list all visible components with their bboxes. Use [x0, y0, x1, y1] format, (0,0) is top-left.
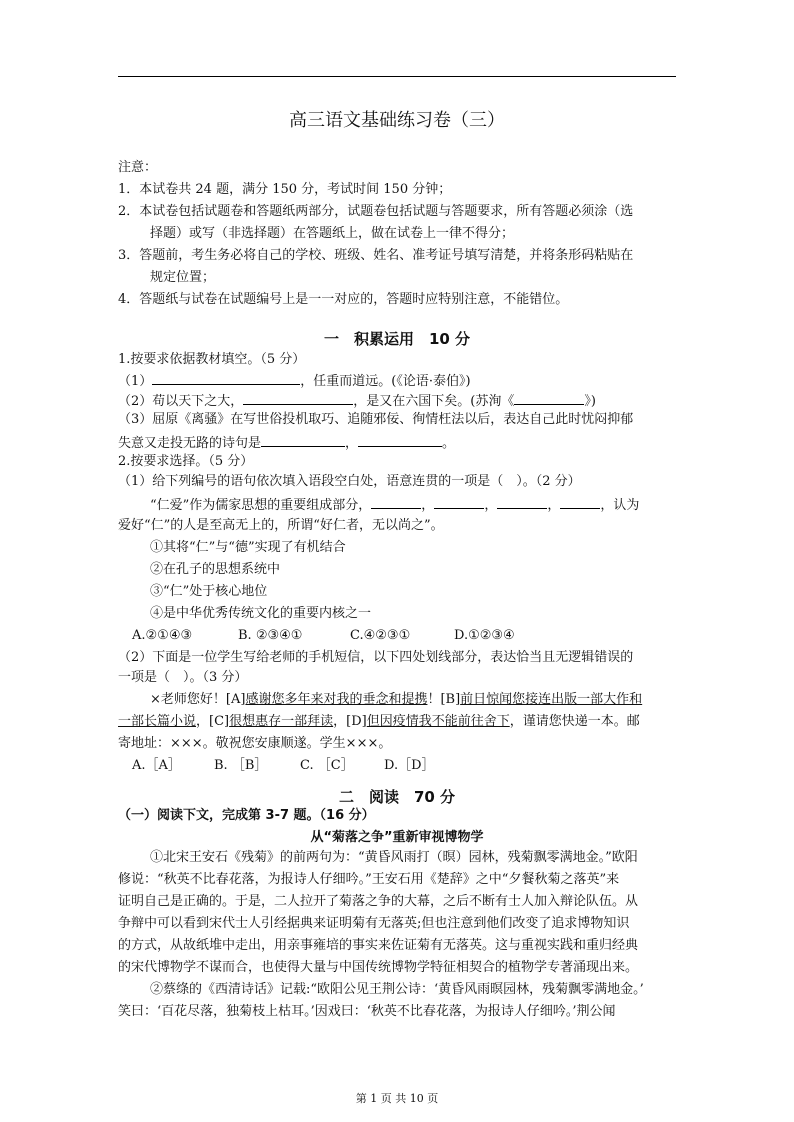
choice-c[interactable]: C.④②③①	[350, 628, 411, 643]
notice-item: 规定位置；	[150, 270, 216, 285]
page-title: 高三语文基础练习卷（三）	[289, 110, 505, 131]
answer-blank[interactable]	[243, 390, 353, 405]
article-title: 从“菊落之争”重新审视博物学	[310, 830, 484, 845]
choice-d[interactable]: D.①②③④	[454, 628, 515, 643]
notice-item: 4．答题纸与试卷在试题编号上是一一对应的，答题时应特别注意，不能错位。	[118, 292, 569, 307]
answer-blank[interactable]	[152, 370, 300, 385]
article-line: 证明自己是正确的。于是，二人拉开了菊落之争的大幕，之后不断有士人加入辩论队伍。从	[118, 894, 639, 909]
choice-b[interactable]: B. ［B］	[214, 758, 268, 773]
question-1-1: （1） ，任重而道远。(《论语·泰伯》)	[118, 370, 471, 392]
option-statement: ③“仁”处于核心地位	[150, 584, 268, 599]
question-2: 2.按要求选择。（5 分）	[118, 454, 254, 469]
article-line: 的宋代博物学不谋而合，也使得大量与中国传统博物学特征相契合的植物学专著涌现出来。	[118, 960, 639, 975]
article-line: 笑曰：‘百花尽落，独菊枝上枯耳。’因戏曰：‘秋英不比春花落，为报诗人仔细吟。’荆公闻	[118, 1004, 616, 1019]
choice-b[interactable]: B. ②③④①	[238, 628, 303, 643]
question-1-2: （2）苟以天下之大， ，是又在六国下矣。(苏洵《 》)	[118, 390, 596, 412]
sms-line: 一部长篇小说，[C]很想惠存一部拜读，[D]但因疫情我不能前往舍下，谨请您快递一本。邮	[118, 714, 640, 729]
header-rule	[118, 76, 676, 77]
answer-blank[interactable]	[514, 390, 584, 405]
sms-line: 寄地址：×××。敬祝您安康顺遂。学生×××。	[118, 736, 392, 751]
article-line: 修说：“秋英不比春花落，为报诗人仔细吟。”王安石用《楚辞》之中“夕餐秋菊之落英”来	[118, 872, 620, 887]
article-line: 的方式，从故纸堆中走出，用亲事雍培的事实来佐证菊有无落英。这与重视实践和重归经典	[118, 938, 639, 953]
section-heading: 二 阅读 70 分	[338, 788, 456, 806]
choice-a[interactable]: A.［A］	[132, 758, 181, 773]
choice-d[interactable]: D.［D］	[384, 758, 435, 773]
choice-a[interactable]: A.②①④③	[132, 628, 193, 643]
question-2-1-text-cont: 爱好“仁”的人是至高无上的，所谓“好仁者，无以尚之”。	[118, 518, 444, 533]
notice-heading: 注意：	[118, 160, 158, 175]
subsection-heading: （一）阅读下文，完成第 3-7 题。（16 分）	[118, 808, 375, 823]
article-line: ①北宋王安石《残菊》的前两句为：“黄昏风雨打（暝）园林，残菊飘零满地金。”欧阳	[150, 850, 638, 865]
answer-blank[interactable]	[358, 432, 442, 447]
question-1-3-cont: 失意又走投无路的诗句是 ， 。	[118, 432, 455, 454]
option-statement: ④是中华优秀传统文化的重要内核之一	[150, 606, 372, 621]
question-1: 1.按要求依据教材填空。（5 分）	[118, 352, 306, 367]
question-2-2-cont: 一项是（ ）。（3 分）	[118, 670, 248, 685]
page-footer: 第 1 页 共 10 页	[355, 1092, 439, 1105]
notice-item: 1．本试卷共 24 题，满分 150 分，考试时间 150 分钟；	[118, 182, 452, 197]
choice-c[interactable]: C. ［C］	[300, 758, 354, 773]
option-statement: ①其将“仁”与“德”实现了有机结合	[150, 540, 346, 555]
question-2-2: （2）下面是一位学生写给老师的手机短信，以下四处划线部分，表达恰当且无逻辑错误的	[118, 650, 634, 665]
notice-item: 择题）或写（非选择题）在答题纸上，做在试卷上一律不得分；	[150, 226, 515, 241]
answer-blank[interactable]	[560, 494, 600, 509]
answer-blank[interactable]	[497, 494, 547, 509]
sms-line: ×老师您好！[A]感谢您多年来对我的垂念和提携！[B]前日惊闻您接连出版一部大作和	[150, 692, 643, 707]
notice-item: 3．答题前，考生务必将自己的学校、班级、姓名、准考证号填写清楚，并将条形码粘贴在	[118, 248, 634, 263]
section-heading: 一 积累运用 10 分	[323, 330, 471, 348]
option-statement: ②在孔子的思想系统中	[150, 562, 281, 577]
answer-blank[interactable]	[434, 494, 484, 509]
question-1-3: （3）屈原《离骚》在写世俗投机取巧、追随邪佞、徇情枉法以后，表达自己此时忧闷抑郁	[118, 412, 634, 427]
article-line: 争辩中可以看到宋代士人引经据典来证明菊有无落英;但也注意到他们改变了追求博物知识	[118, 916, 630, 931]
article-line: ②蔡绦的《西清诗话》记载:“欧阳公见王荆公诗：‘黄昏风雨暝园林，残菊飘零满地金。’	[150, 982, 644, 997]
answer-blank[interactable]	[261, 432, 345, 447]
question-2-1: （1）给下列编号的语句依次填入语段空白处，语意连贯的一项是（ ）。（2 分）	[118, 474, 581, 489]
answer-blank[interactable]	[371, 494, 421, 509]
question-2-1-text: “仁爱”作为儒家思想的重要组成部分， ， ， ， ，认为	[150, 494, 639, 516]
notice-item: 2．本试卷包括试题卷和答题纸两部分，试题卷包括试题与答题要求，所有答题必须涂（选	[118, 204, 634, 219]
